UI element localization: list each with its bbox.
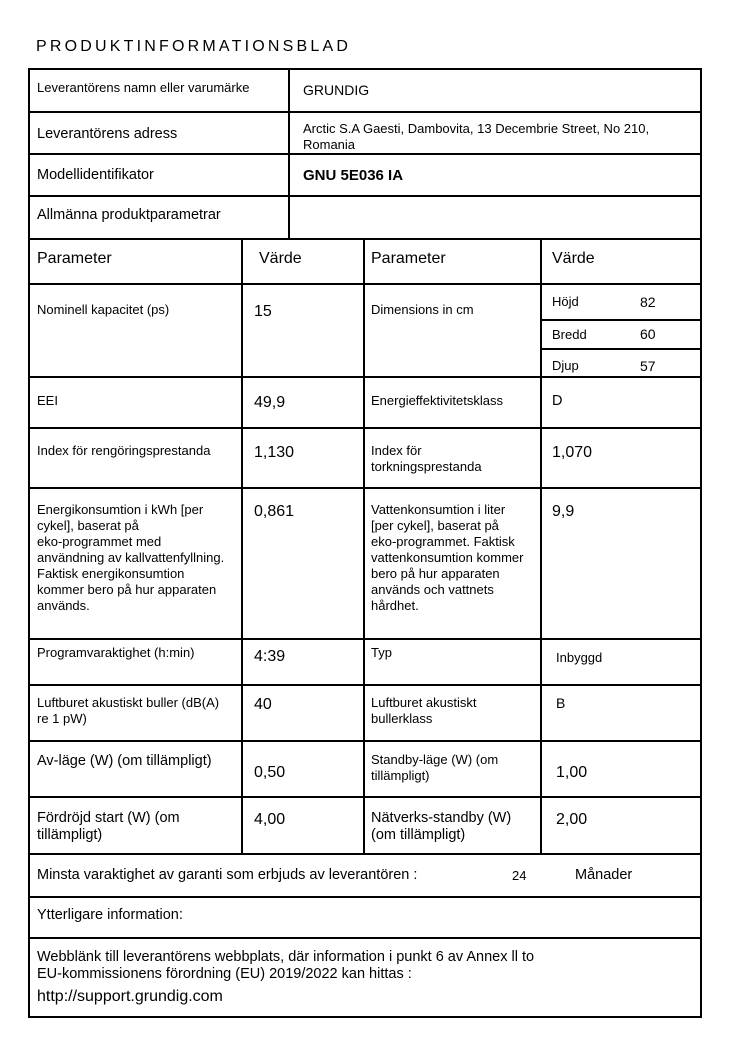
row-divider bbox=[28, 853, 702, 855]
supplier-address-label: Leverantörens adress bbox=[37, 126, 178, 142]
energy-consumption-value: 0,861 bbox=[254, 503, 295, 520]
dimension-divider bbox=[542, 319, 702, 321]
noise-class-label-line1: Luftburet akustiskt bbox=[371, 695, 477, 710]
capacity-label: Nominell kapacitet (ps) bbox=[37, 302, 170, 317]
weblink-text-line2: EU-kommissionens förordning (EU) 2019/2022 kan hittas : bbox=[37, 966, 412, 982]
energy-consumption-label-line: kommer bero på hur apparaten bbox=[37, 582, 217, 597]
row-divider bbox=[28, 487, 702, 489]
standby-value: 1,00 bbox=[556, 764, 588, 781]
energy-class-label: Energieffektivitetsklass bbox=[371, 393, 503, 408]
water-consumption-label-line: eko-programmet. Faktisk bbox=[371, 534, 515, 549]
network-standby-label-line2: (om tillämpligt) bbox=[371, 827, 466, 843]
energy-consumption-label-line: cykel], baserat på bbox=[37, 518, 139, 533]
noise-label-line1: Luftburet akustiskt buller (dB(A) bbox=[37, 695, 220, 710]
noise-value: 40 bbox=[254, 696, 272, 713]
off-mode-label: Av-läge (W) (om tillämpligt) bbox=[37, 753, 212, 769]
model-label: Modellidentifikator bbox=[37, 167, 154, 183]
row-divider bbox=[28, 427, 702, 429]
column-divider bbox=[363, 238, 365, 854]
header-value-1: Värde bbox=[259, 250, 302, 267]
water-consumption-label-line: vattenkonsumtion kommer bbox=[371, 550, 524, 565]
depth-value: 57 bbox=[640, 358, 656, 374]
width-label: Bredd bbox=[552, 327, 587, 342]
energy-consumption-label-line: eko-programmet med bbox=[37, 534, 162, 549]
supplier-address-line1: Arctic S.A Gaesti, Dambovita, 13 Decembrie Street, No 210, bbox=[303, 121, 650, 136]
support-url-link[interactable]: http://support.grundig.com bbox=[37, 988, 223, 1005]
warranty-label: Minsta varaktighet av garanti som erbjuds av leverantören : bbox=[37, 867, 418, 883]
water-consumption-label-line: hårdhet. bbox=[371, 598, 419, 613]
water-consumption-label-line: [per cykel], baserat på bbox=[371, 518, 499, 533]
warranty-unit: Månader bbox=[575, 867, 633, 883]
supplier-address-line2: Romania bbox=[303, 137, 356, 152]
eei-label: EEI bbox=[37, 393, 58, 408]
delayed-start-label-line1: Fördröjd start (W) (om bbox=[37, 810, 180, 826]
general-params-label: Allmänna produktparametrar bbox=[37, 207, 221, 223]
height-value: 82 bbox=[640, 294, 656, 310]
row-divider bbox=[28, 684, 702, 686]
row-divider bbox=[28, 740, 702, 742]
energy-consumption-label-line: Faktisk energikonsumtion bbox=[37, 566, 185, 581]
row-divider bbox=[28, 796, 702, 798]
off-mode-value: 0,50 bbox=[254, 764, 286, 781]
delayed-start-label-line2: tillämpligt) bbox=[37, 827, 103, 843]
standby-label-line1: Standby-läge (W) (om bbox=[371, 752, 499, 767]
water-consumption-value: 9,9 bbox=[552, 503, 575, 520]
supplier-name-label: Leverantörens namn eller varumärke bbox=[37, 80, 250, 95]
header-parameter-2: Parameter bbox=[371, 250, 446, 267]
drying-index-label-line2: torkningsprestanda bbox=[371, 459, 482, 474]
network-standby-value: 2,00 bbox=[556, 811, 588, 828]
noise-class-label-line2: bullerklass bbox=[371, 711, 433, 726]
column-divider bbox=[241, 238, 243, 854]
dimensions-label: Dimensions in cm bbox=[371, 302, 474, 317]
water-consumption-label-line: bero på hur apparaten bbox=[371, 566, 500, 581]
model-value: GNU 5E036 IA bbox=[303, 167, 404, 184]
row-divider bbox=[28, 283, 702, 285]
header-parameter-1: Parameter bbox=[37, 250, 112, 267]
height-label: Höjd bbox=[552, 294, 579, 309]
row-divider bbox=[28, 111, 702, 113]
network-standby-label-line1: Nätverks-standby (W) bbox=[371, 810, 512, 826]
row-divider bbox=[28, 153, 702, 155]
header-value-2: Värde bbox=[552, 250, 595, 267]
eei-value: 49,9 bbox=[254, 394, 286, 411]
standby-label-line2: tillämpligt) bbox=[371, 768, 430, 783]
energy-consumption-label-line: Energikonsumtion i kWh [per bbox=[37, 502, 204, 517]
dimension-divider bbox=[542, 348, 702, 350]
water-consumption-label-line: Vattenkonsumtion i liter bbox=[371, 502, 506, 517]
noise-label-line2: re 1 pW) bbox=[37, 711, 87, 726]
row-divider bbox=[28, 195, 702, 197]
width-value: 60 bbox=[640, 326, 656, 342]
capacity-value: 15 bbox=[254, 303, 272, 320]
row-divider bbox=[28, 896, 702, 898]
program-duration-label: Programvaraktighet (h:min) bbox=[37, 645, 195, 660]
depth-label: Djup bbox=[552, 358, 579, 373]
row-divider bbox=[28, 638, 702, 640]
energy-consumption-label-line: användning av kallvattenfyllning. bbox=[37, 550, 225, 565]
additional-info-label: Ytterligare information: bbox=[37, 907, 183, 923]
drying-index-value: 1,070 bbox=[552, 444, 593, 461]
row-divider bbox=[28, 937, 702, 939]
energy-consumption-label-line: används. bbox=[37, 598, 90, 613]
program-duration-value: 4:39 bbox=[254, 648, 286, 665]
cleaning-index-label: Index för rengöringsprestanda bbox=[37, 443, 211, 458]
drying-index-label-line1: Index för bbox=[371, 443, 422, 458]
delayed-start-value: 4,00 bbox=[254, 811, 286, 828]
type-label: Typ bbox=[371, 645, 392, 660]
cleaning-index-value: 1,130 bbox=[254, 444, 295, 461]
column-divider bbox=[288, 68, 290, 239]
row-divider bbox=[28, 376, 702, 378]
water-consumption-label-line: används och vattnets bbox=[371, 582, 494, 597]
type-value: Inbyggd bbox=[556, 650, 603, 665]
noise-class-value: B bbox=[556, 695, 566, 711]
column-divider bbox=[540, 238, 542, 854]
supplier-name-value: GRUNDIG bbox=[303, 82, 370, 98]
weblink-text-line1: Webblänk till leverantörens webbplats, där information i punkt 6 av Annex ll to bbox=[37, 949, 535, 965]
warranty-value: 24 bbox=[512, 868, 527, 883]
row-divider bbox=[28, 238, 702, 240]
document-title: PRODUKTINFORMATIONSBLAD bbox=[36, 38, 352, 55]
energy-class-value: D bbox=[552, 393, 563, 409]
